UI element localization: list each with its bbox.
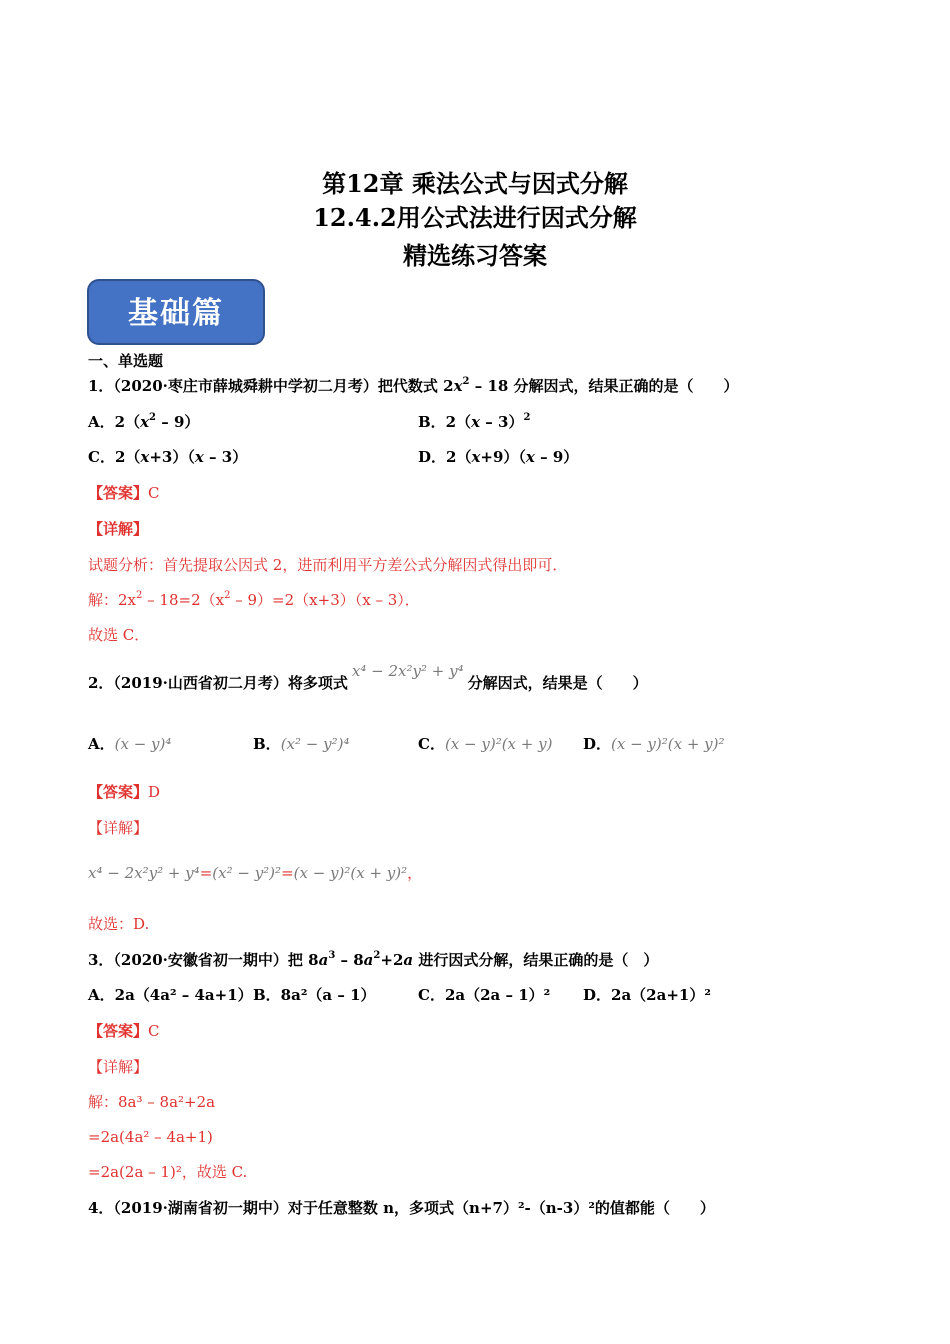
q3-option-c: C．2a（2a – 1）² <box>418 986 551 1004</box>
question-4-stem: 4．（2019·湖南省初一期中）对于任意整数 n，多项式（n+7）²-（n-3）²的值都能（ ） <box>88 1199 715 1217</box>
q3-option-b: B．8a²（a – 1） <box>253 986 376 1004</box>
q2-detail-label: 【详解】 <box>88 819 149 837</box>
q1-option-d: D．2（x+9）（x – 9） <box>418 448 579 466</box>
level-badge: 基础篇 <box>87 279 265 345</box>
section-title: 12.4.2用公式法进行因式分解 <box>313 203 637 232</box>
q1-detail-label: 【详解】 <box>88 520 149 538</box>
question-1-stem: 1．（2020·枣庄市薛城舜耕中学初二月考）把代数式 $2x^2 - 18$ 分解因式，结果正确的是（ ） <box>88 376 739 395</box>
chapter-title: 第12章 乘法公式与因式分解 <box>322 169 628 198</box>
q1-option-b: B．2（x – 3）$^2$ <box>418 412 531 431</box>
q3-solution-line-1: 解：8a³ – 8a²+2a <box>88 1093 216 1111</box>
q1-option-c: C．2（x+3）（x – 3） <box>88 448 248 466</box>
q3-solution-line-3: =2a(2a – 1)²，故选 C. <box>88 1163 248 1181</box>
q2-option-b: B．(x² − y²)⁴ <box>253 735 350 753</box>
q3-solution-line-2: =2a(4a² – 4a+1) <box>88 1128 213 1146</box>
q2-option-d: D．(x − y)²(x + y)² <box>583 735 725 753</box>
q1-conclusion: 故选 C． <box>88 626 150 644</box>
q1-option-a: A．$2(x^2 - 9)$ <box>88 412 200 431</box>
q3-detail-label: 【详解】 <box>88 1058 149 1076</box>
q2-working: x⁴ − 2x²y² + y⁴=(x² − y²)²=(x − y)²(x + y)²， <box>88 864 423 882</box>
question-2-stem: 2．（2019·山西省初二月考）将多项式x⁴ − 2x²y² + y⁴分解因式，结果是（ ） <box>88 662 648 692</box>
q3-answer: 【答案】C <box>88 1022 160 1040</box>
q2-option-a: A．(x − y)⁴ <box>88 735 172 753</box>
q2-option-c: C．(x − y)²(x + y) <box>418 735 553 753</box>
q3-option-d: D．2a（2a+1）² <box>583 986 711 1004</box>
q2-expression: x⁴ − 2x²y² + y⁴ <box>351 662 464 680</box>
question-3-stem: 3．（2020·安徽省初一期中）把 $8a^3 - 8a^2+2a$ 进行因式分解，结果正确的是（ ） <box>88 950 659 969</box>
q2-answer: 【答案】D <box>88 783 161 801</box>
q1-answer: 【答案】C <box>88 484 160 502</box>
q2-conclusion: 故选：D. <box>88 915 150 933</box>
section-heading: 一、单选题 <box>88 352 164 370</box>
q3-option-a: A．2a（4a² – 4a+1） <box>88 986 253 1004</box>
q1-analysis: 试题分析：首先提取公因式 2，进而利用平方差公式分解因式得出即可． <box>88 556 568 574</box>
q1-solution: 解：$2x^2 - 18=2(x^2 - 9)=2(x+3)(x - 3)$． <box>88 590 420 609</box>
subtitle: 精选练习答案 <box>403 241 547 270</box>
